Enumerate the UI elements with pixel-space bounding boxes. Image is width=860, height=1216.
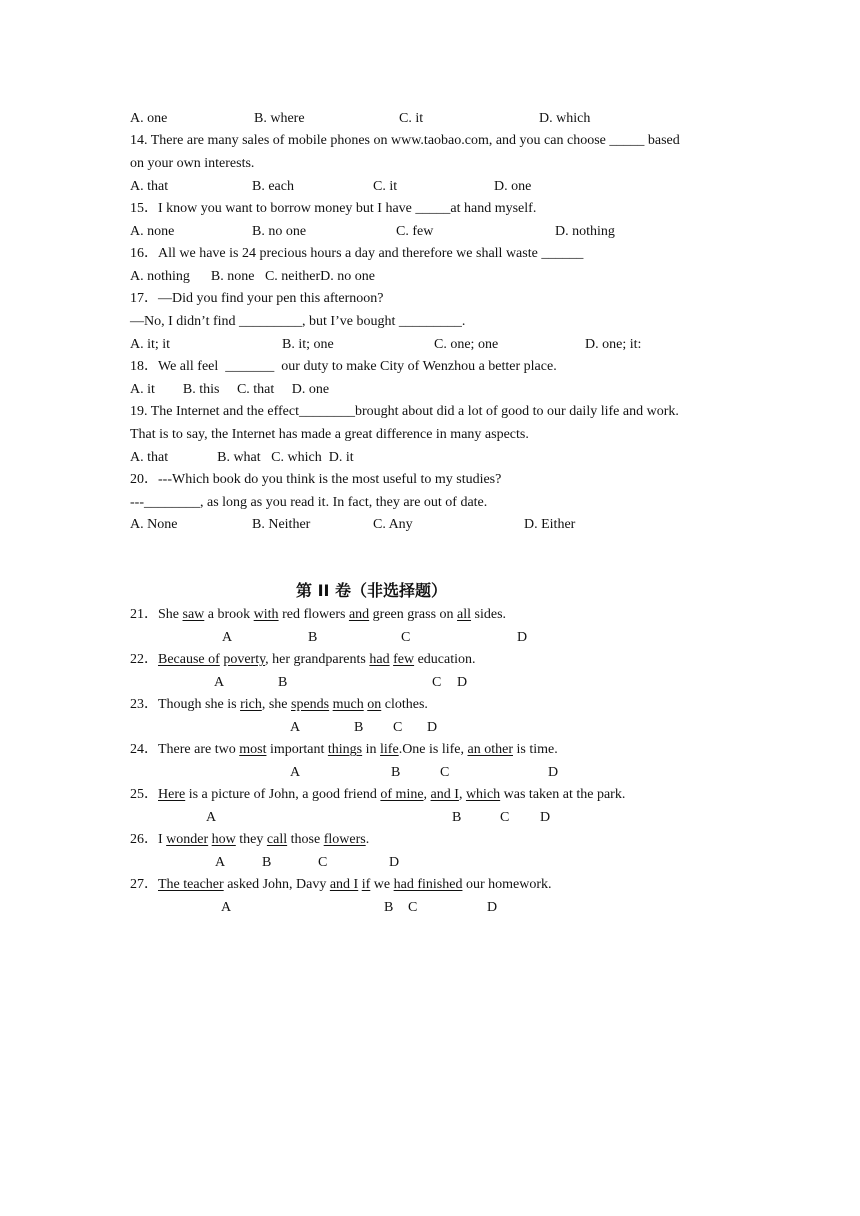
underlined-segment: with (253, 607, 279, 622)
q17-option-a: A. it; it (130, 337, 171, 352)
q23-marker-c: C (393, 720, 403, 735)
q26-marker-a: A (215, 855, 226, 870)
q14-option-a: A. that (130, 179, 169, 194)
q22-marker-b: B (278, 675, 288, 690)
underlined-segment: Here (158, 787, 186, 802)
underlined-segment: an other (467, 742, 513, 757)
q20-option-c: C. Any (373, 517, 413, 532)
underlined-segment: how (211, 832, 236, 847)
q20-stem-line2: ---________, as long as you read it. In fact, they are out of date. (130, 495, 488, 510)
q21-sentence (130, 606, 506, 624)
q26-marker-c: C (318, 855, 328, 870)
q13-option-a: A. one (130, 111, 168, 126)
underlined-segment: all (457, 607, 472, 622)
underlined-segment: The teacher (158, 877, 224, 892)
sentence-text: they (235, 832, 267, 847)
q19-options: A. that B. what C. which D. it (130, 450, 354, 465)
q14-option-c: C. it (373, 179, 398, 194)
underlined-segment: flowers (323, 832, 366, 847)
sentence-text: those (287, 832, 324, 847)
q24-marker-b: B (391, 765, 401, 780)
q17-stem-line1: 17．—Did you find your pen this afternoon? (130, 291, 384, 306)
sentence-text: asked John, Davy (223, 877, 330, 892)
q13-option-b: B. where (254, 111, 305, 126)
underlined-segment: had (369, 652, 390, 667)
q15-option-a: A. none (130, 224, 175, 239)
q15-option-c: C. few (396, 224, 434, 239)
underlined-segment: if (361, 877, 371, 892)
q27-marker-c: C (408, 900, 418, 915)
q15-option-b: B. no one (252, 224, 307, 239)
underlined-segment: of mine (380, 787, 424, 802)
underlined-segment: which (465, 787, 501, 802)
sentence-text: 22． (130, 652, 158, 667)
q17-stem-line2: —No, I didn’t find _________, but I’ve bought _________. (130, 314, 466, 329)
sentence-text: , (458, 787, 466, 802)
q18-stem: 18．We all feel _______ our duty to make City of Wenzhou a better place. (130, 359, 557, 374)
sentence-text: 26．I (130, 832, 167, 847)
q25-marker-a: A (206, 810, 217, 825)
underlined-segment: spends (291, 697, 330, 712)
q17-option-d: D. one; it: (585, 337, 642, 352)
underlined-segment: poverty (223, 652, 266, 667)
sentence-text: 21．She (130, 607, 183, 622)
sentence-text: , she (261, 697, 291, 712)
q22-marker-c: C (432, 675, 442, 690)
sentence-text: 25． (130, 787, 158, 802)
sentence-text: clothes. (381, 697, 428, 712)
q14-option-d: D. one (494, 179, 532, 194)
q20-stem-line1: 20．---Which book do you think is the most useful to my studies? (130, 472, 502, 487)
sentence-text: . (365, 832, 370, 847)
q15-stem: 15．I know you want to borrow money but I have _____at hand myself. (130, 201, 537, 216)
underlined-segment: on (367, 697, 382, 712)
q22-marker-d: D (457, 675, 468, 690)
underlined-segment: call (266, 832, 288, 847)
underlined-segment: and (348, 607, 370, 622)
q24-marker-a: A (290, 765, 301, 780)
q21-marker-d: D (517, 630, 528, 645)
q20-option-b: B. Neither (252, 517, 311, 532)
q23-marker-d: D (427, 720, 438, 735)
q14-option-b: B. each (252, 179, 294, 194)
q27-sentence (130, 876, 552, 894)
q17-option-b: B. it; one (282, 337, 334, 352)
sentence-text: .One is life, (398, 742, 468, 757)
underlined-segment: rich (240, 697, 262, 712)
q23-marker-a: A (290, 720, 301, 735)
sentence-text: , (423, 787, 431, 802)
q27-marker-d: D (487, 900, 498, 915)
underlined-segment: saw (182, 607, 205, 622)
q24-marker-d: D (548, 765, 559, 780)
q19-stem-line1: 19. The Internet and the effect________brought about did a lot of good to our daily life and work. (130, 404, 679, 419)
underlined-segment: and I (430, 787, 459, 802)
underlined-segment: things (327, 742, 363, 757)
q14-stem-line1: 14. There are many sales of mobile phones on www.taobao.com, and you can choose _____ based (130, 133, 680, 148)
q19-stem-line2: That is to say, the Internet has made a great difference in many aspects. (130, 427, 529, 442)
sentence-text: important (266, 742, 328, 757)
underlined-segment: and I (329, 877, 359, 892)
q26-marker-b: B (262, 855, 272, 870)
q27-marker-a: A (221, 900, 232, 915)
sentence-text: 23．Though she is (130, 697, 241, 712)
q20-option-a: A. None (130, 517, 178, 532)
q13-option-d: D. which (539, 111, 591, 126)
sentence-text: green grass on (369, 607, 458, 622)
sentence-text: our homework. (462, 877, 552, 892)
q24-marker-c: C (440, 765, 450, 780)
sentence-text: 27． (130, 877, 158, 892)
underlined-segment: much (332, 697, 364, 712)
q21-marker-a: A (222, 630, 233, 645)
sentence-text: sides. (471, 607, 507, 622)
q25-marker-c: C (500, 810, 510, 825)
q27-marker-b: B (384, 900, 394, 915)
q16-options: A. nothing B. none C. neitherD. no one (130, 269, 375, 284)
underlined-segment: few (393, 652, 415, 667)
underlined-segment: most (239, 742, 267, 757)
q25-marker-d: D (540, 810, 551, 825)
q25-marker-b: B (452, 810, 462, 825)
q26-sentence (130, 831, 369, 849)
q22-sentence (130, 651, 476, 669)
q21-marker-b: B (308, 630, 318, 645)
q25-sentence (130, 786, 625, 804)
sentence-text: a brook (204, 607, 254, 622)
q24-sentence (130, 741, 558, 759)
sentence-text: we (370, 877, 394, 892)
sentence-text: in (362, 742, 381, 757)
q26-marker-d: D (389, 855, 400, 870)
q13-option-c: C. it (399, 111, 424, 126)
q14-stem-line2: on your own interests. (130, 156, 255, 171)
q23-sentence (130, 696, 428, 714)
sentence-text: was taken at the park. (500, 787, 626, 802)
section-2-title: 第 II 卷（非选择题） (296, 581, 448, 600)
q22-marker-a: A (214, 675, 225, 690)
q20-option-d: D. Either (524, 517, 576, 532)
underlined-segment: Because of (158, 652, 220, 667)
sentence-text: , her grandparents (265, 652, 370, 667)
sentence-text: education. (414, 652, 476, 667)
underlined-segment: wonder (166, 832, 209, 847)
underlined-segment: life (380, 742, 399, 757)
sentence-text: is a picture of John, a good friend (185, 787, 381, 802)
sentence-text: 24．There are two (130, 742, 240, 757)
sentence-text: is time. (513, 742, 558, 757)
q17-option-c: C. one; one (434, 337, 499, 352)
sentence-text: red flowers (278, 607, 349, 622)
q18-options: A. it B. this C. that D. one (130, 382, 330, 397)
q15-option-d: D. nothing (555, 224, 615, 239)
underlined-segment: had finished (393, 877, 463, 892)
q23-marker-b: B (354, 720, 364, 735)
q21-marker-c: C (401, 630, 411, 645)
q16-stem: 16．All we have is 24 precious hours a day and therefore we shall waste ______ (130, 246, 584, 261)
